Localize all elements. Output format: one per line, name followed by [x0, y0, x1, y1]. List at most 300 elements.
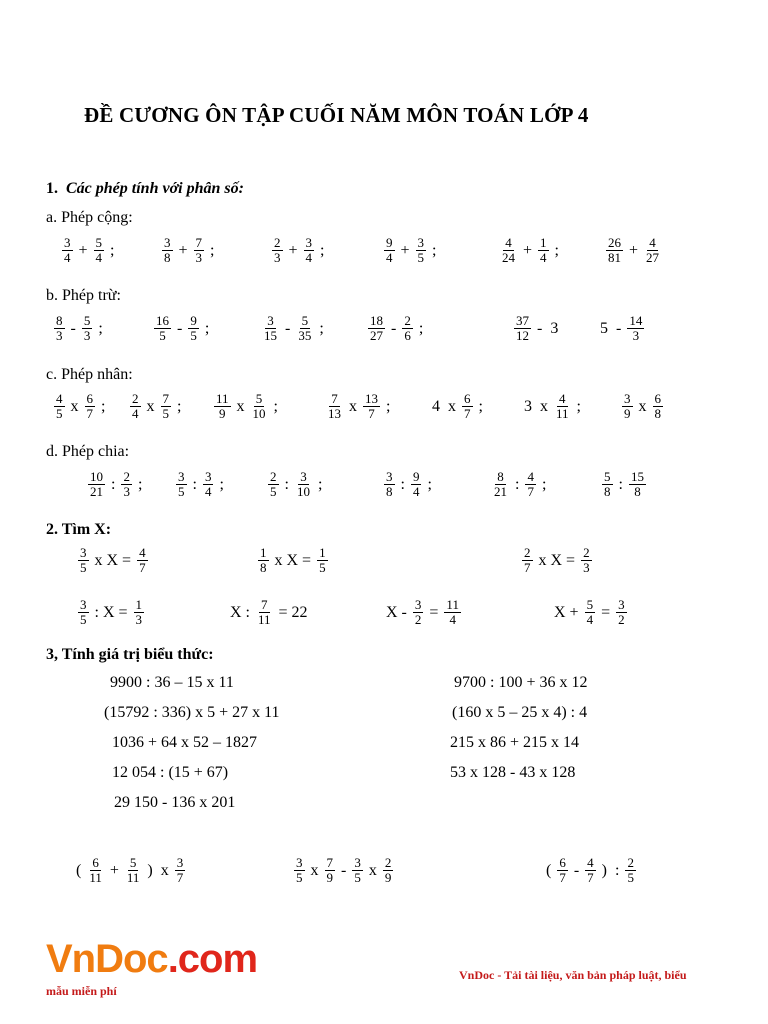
numerator: 6	[92, 855, 99, 870]
operator: +	[288, 241, 298, 259]
multiplication-expr	[428, 392, 487, 422]
denominator: 5	[56, 406, 63, 422]
denominator: 5	[354, 870, 361, 886]
denominator: 7	[559, 870, 566, 886]
operand-a-fraction	[602, 470, 613, 500]
denominator: 15	[264, 328, 277, 344]
addition-label: a. Phép cộng:	[46, 209, 133, 226]
operator: -	[537, 319, 543, 337]
denominator: 7	[139, 560, 146, 576]
operand-a-fraction	[368, 314, 385, 344]
operator: :	[400, 475, 405, 493]
find-x-expr	[382, 598, 463, 628]
subtraction-expr	[52, 314, 107, 344]
denominator: 5	[80, 560, 87, 576]
numerator: 6	[559, 855, 566, 870]
operand-b-fraction	[194, 236, 205, 266]
numerator: 2	[384, 855, 392, 870]
operand-b-fraction	[94, 236, 105, 266]
operator: x	[540, 397, 548, 415]
operator: -	[285, 319, 291, 337]
operand-a-fraction	[500, 236, 517, 266]
evaluate-expr-right: (160 x 5 – 25 x 4) : 4	[452, 704, 588, 721]
operand-b-number: 3	[550, 319, 559, 337]
denominator: 5	[178, 484, 185, 500]
subtraction-label: b. Phép trừ:	[46, 287, 121, 304]
addition-expr	[382, 236, 440, 266]
denominator: 7	[524, 560, 531, 576]
denominator: 11	[126, 870, 140, 886]
division-expr	[174, 470, 228, 500]
multiplication-expr	[128, 392, 185, 422]
numerator: 5	[301, 313, 309, 328]
operand-right-fraction	[616, 598, 627, 628]
operand-left-fraction	[78, 598, 89, 628]
paren-open: (	[546, 861, 552, 879]
operand-b-fraction	[125, 856, 142, 886]
numerator: 3	[164, 235, 171, 250]
operand-left-fraction	[413, 598, 424, 628]
numerator: 14	[629, 313, 643, 328]
denominator: 5	[80, 612, 87, 628]
evaluate-expr-right: 9700 : 100 + 36 x 12	[454, 674, 588, 691]
numerator: 3	[267, 313, 274, 328]
operand-c-fraction	[352, 856, 363, 886]
numerator: 6	[654, 391, 661, 406]
numerator: 2	[627, 855, 634, 870]
separator: ;	[432, 241, 437, 259]
separator: ;	[317, 475, 323, 493]
denominator: 4	[386, 250, 393, 266]
operand-right-fraction	[581, 546, 592, 576]
numerator: 3	[624, 391, 631, 406]
denominator: 11	[556, 406, 569, 422]
operand-a-fraction	[622, 392, 633, 422]
separator: ;	[418, 319, 424, 337]
operand-left-fraction	[78, 546, 89, 576]
numerator: 5	[129, 855, 137, 870]
numerator: 3	[354, 855, 361, 870]
denominator: 35	[298, 328, 312, 344]
numerator: 9	[190, 313, 197, 328]
numerator: 8	[56, 313, 63, 328]
numerator: 10	[90, 469, 103, 484]
separator: ;	[273, 397, 278, 415]
denominator: 7	[176, 870, 184, 886]
middle-text: x X =	[274, 551, 312, 569]
middle-text: x X =	[94, 551, 132, 569]
addition-expr	[498, 236, 563, 266]
operand-b-fraction	[644, 236, 661, 266]
operator: :	[618, 475, 623, 493]
operand-a-fraction	[54, 392, 65, 422]
numerator: 3	[417, 235, 425, 250]
denominator: 13	[328, 406, 341, 422]
operand-a-fraction	[294, 856, 305, 886]
numerator: 7	[326, 855, 333, 870]
denominator: 4	[132, 406, 139, 422]
numerator: 2	[270, 469, 277, 484]
operator: x	[236, 397, 245, 415]
paren-open: (	[76, 861, 82, 879]
numerator: 1	[260, 545, 267, 560]
numerator: 3	[386, 469, 393, 484]
operand-a-fraction	[606, 236, 623, 266]
division-expr	[600, 470, 648, 500]
operand-right-fraction	[134, 598, 145, 628]
denominator: 27	[646, 250, 660, 266]
operand-a-number: 3	[524, 397, 532, 415]
operand-a-fraction	[154, 314, 171, 344]
denominator: 4	[540, 250, 547, 266]
separator: ;	[386, 397, 391, 415]
middle-text: : X =	[94, 603, 128, 621]
numerator: 3	[618, 597, 625, 612]
denominator: 8	[386, 484, 393, 500]
denominator: 3	[195, 250, 203, 266]
operand-a-fraction	[557, 856, 568, 886]
denominator: 9	[326, 870, 333, 886]
operand-b-fraction	[296, 314, 313, 344]
middle-text: x X =	[538, 551, 576, 569]
operand-a-fraction	[214, 392, 231, 422]
operand-c-fraction	[175, 856, 186, 886]
numerator: 5	[95, 235, 103, 250]
operand-b-fraction	[627, 314, 644, 344]
multiplication-expr	[520, 392, 585, 422]
numerator: 3	[296, 855, 303, 870]
operand-left-fraction	[256, 598, 273, 628]
numerator: 16	[156, 313, 169, 328]
separator: ;	[204, 319, 210, 337]
numerator: 4	[527, 469, 534, 484]
denominator: 3	[135, 612, 143, 628]
operand-b-fraction	[538, 236, 549, 266]
operand-b-fraction	[525, 470, 536, 500]
operator: -	[177, 319, 183, 337]
denominator: 8	[654, 406, 661, 422]
separator: ;	[137, 475, 143, 493]
section2-heading: 2. Tìm X:	[46, 521, 112, 538]
numerator: 8	[497, 469, 504, 484]
numerator: 5	[83, 313, 91, 328]
section1-title: Các phép tính với phân số:	[66, 180, 244, 197]
denominator: 6	[404, 328, 411, 344]
operator: -	[391, 319, 397, 337]
numerator: 5	[586, 597, 594, 612]
operand-b-fraction	[203, 470, 214, 500]
subtraction-expr	[512, 314, 562, 344]
denominator: 12	[516, 328, 529, 344]
denominator: 4	[204, 484, 212, 500]
operand-b-fraction	[121, 470, 132, 500]
division-expr	[266, 470, 326, 500]
operator: x	[310, 861, 319, 879]
operator: x	[448, 397, 456, 415]
find-x-expr	[226, 598, 312, 628]
evaluate-expr-left: 9900 : 36 – 15 x 11	[110, 674, 234, 691]
operator: +	[178, 241, 188, 259]
denominator: 5	[270, 484, 277, 500]
paren-close: )	[147, 861, 153, 879]
evaluate-expr-right: 53 x 128 - 43 x 128	[450, 764, 576, 781]
operand-d-fraction	[383, 856, 394, 886]
operand-b-fraction	[85, 392, 96, 422]
section3-heading: 3, Tính giá trị biểu thức:	[46, 646, 214, 663]
numerator: 1	[135, 597, 143, 612]
multiplication-expr	[620, 392, 665, 422]
prefix: X +	[554, 603, 579, 621]
denominator: 4	[64, 250, 71, 266]
numerator: 2	[132, 391, 139, 406]
denominator: 11	[258, 612, 271, 628]
middle-text: =	[429, 603, 439, 621]
denominator: 7	[86, 406, 93, 422]
operator: :	[284, 475, 289, 493]
operator: :	[192, 475, 197, 493]
subtraction-expr	[260, 314, 328, 344]
separator: ;	[219, 475, 224, 493]
operator: x	[638, 397, 647, 415]
operator: +	[400, 241, 410, 259]
prefix: X -	[386, 603, 407, 621]
numerator: 15	[630, 469, 644, 484]
find-x-expr	[76, 598, 146, 628]
operand-a-fraction	[514, 314, 531, 344]
paren-close: )	[601, 861, 607, 879]
denominator: 3	[583, 560, 590, 576]
operand-b-fraction	[402, 314, 413, 344]
operand-b-fraction	[462, 392, 473, 422]
numerator: 9	[412, 469, 420, 484]
multiplication-expr	[324, 392, 394, 422]
numerator: 3	[64, 235, 71, 250]
operand-a-fraction	[88, 470, 105, 500]
multiplication-label: c. Phép nhân:	[46, 366, 133, 383]
operand-a-fraction	[272, 236, 283, 266]
operand-b-fraction	[411, 470, 422, 500]
numerator: 4	[505, 235, 512, 250]
operand-right-fraction	[137, 546, 148, 576]
operand-b-fraction	[188, 314, 199, 344]
operand-b-fraction	[363, 392, 380, 422]
denominator: 21	[90, 484, 103, 500]
operator: -	[616, 319, 622, 337]
operand-a-fraction	[262, 314, 279, 344]
denominator: 8	[634, 484, 641, 500]
denominator: 5	[296, 870, 303, 886]
denominator: 8	[260, 560, 267, 576]
operand-b-fraction	[585, 856, 596, 886]
operator: x	[70, 397, 79, 415]
denominator: 2	[414, 612, 422, 628]
numerator: 2	[404, 313, 411, 328]
numerator: 37	[516, 313, 529, 328]
operator: +	[78, 241, 88, 259]
evaluate-expr-left: (15792 : 336) x 5 + 27 x 11	[104, 704, 280, 721]
logo-com: .com	[167, 937, 258, 981]
footer-link-text[interactable]: VnDoc - Tải tài liệu, văn bản pháp luật, biểu	[459, 968, 687, 982]
operator: +	[629, 241, 639, 259]
denominator: 5	[319, 560, 326, 576]
separator: ;	[427, 475, 432, 493]
operand-b-fraction	[251, 392, 268, 422]
separator: ;	[576, 397, 581, 415]
logo-subtitle: mẫu miễn phí	[46, 984, 117, 998]
denominator: 9	[384, 870, 392, 886]
vndoc-logo	[46, 937, 257, 982]
denominator: 7	[464, 406, 471, 422]
operand-b-fraction	[325, 856, 336, 886]
prefix: X :	[230, 603, 250, 621]
operator: :	[111, 475, 116, 493]
numerator: 26	[608, 235, 621, 250]
numerator: 6	[464, 391, 471, 406]
operand-b-fraction	[304, 236, 315, 266]
operand-b-fraction	[653, 392, 664, 422]
separator: ;	[98, 319, 103, 337]
numerator: 3	[300, 469, 307, 484]
operand-a-number: 4	[432, 397, 440, 415]
numerator: 4	[139, 545, 146, 560]
separator: ;	[210, 241, 215, 259]
denominator: 4	[305, 250, 313, 266]
addition-expr	[160, 236, 218, 266]
numerator: 4	[56, 391, 63, 406]
operand-b-fraction	[82, 314, 93, 344]
separator: ;	[478, 397, 483, 415]
denominator: 5	[159, 328, 166, 344]
operand-a-fraction	[176, 470, 187, 500]
separator: ;	[319, 319, 324, 337]
denominator: 4	[95, 250, 103, 266]
denominator: 11	[89, 870, 102, 886]
denominator: 9	[624, 406, 631, 422]
operand-a-fraction	[384, 236, 395, 266]
operand-a-fraction	[87, 856, 104, 886]
denominator: 10	[296, 484, 310, 500]
numerator: 7	[331, 391, 338, 406]
operand-b-fraction	[416, 236, 427, 266]
find-x-expr	[520, 546, 594, 576]
denominator: 81	[608, 250, 621, 266]
numerator: 3	[80, 545, 87, 560]
evaluate-expr-left: 1036 + 64 x 52 – 1827	[112, 734, 258, 751]
numerator: 2	[524, 545, 531, 560]
denominator: 3	[83, 328, 91, 344]
denominator: 10	[252, 406, 266, 422]
denominator: 2	[618, 612, 625, 628]
evaluate-expr-left: 12 054 : (15 + 67)	[112, 764, 229, 781]
denominator: 4	[586, 612, 594, 628]
operator: x	[368, 861, 377, 879]
find-x-expr	[256, 546, 330, 576]
fraction-expression	[72, 856, 187, 886]
denominator: 3	[56, 328, 63, 344]
operand-a-fraction	[492, 470, 509, 500]
operand-a-fraction	[130, 392, 141, 422]
numerator: 2	[123, 469, 130, 484]
operator: -	[341, 861, 347, 879]
denominator: 3	[123, 484, 130, 500]
middle-text: = 22	[278, 603, 308, 621]
addition-expr	[60, 236, 118, 266]
denominator: 5	[162, 406, 169, 422]
denominator: 24	[502, 250, 515, 266]
numerator: 6	[86, 391, 93, 406]
numerator: 5	[255, 391, 263, 406]
subtraction-expr	[366, 314, 427, 344]
operand-a-fraction	[326, 392, 343, 422]
separator: ;	[541, 475, 547, 493]
numerator: 5	[604, 469, 611, 484]
operand-a-fraction	[162, 236, 173, 266]
operand-right-fraction	[317, 546, 328, 576]
operand-a-number: 5	[600, 319, 608, 337]
logo-vndoc: VnDoc	[46, 937, 168, 981]
division-expr	[382, 470, 436, 500]
numerator: 13	[365, 391, 378, 406]
fraction-expression	[542, 856, 638, 886]
denominator: 9	[219, 406, 226, 422]
division-label: d. Phép chia:	[46, 443, 130, 460]
numerator: 1	[540, 235, 547, 250]
separator: ;	[320, 241, 325, 259]
multiplication-expr	[52, 392, 109, 422]
operand-a-fraction	[268, 470, 279, 500]
denominator: 5	[417, 250, 425, 266]
operator: x	[146, 397, 155, 415]
operator: +	[109, 861, 119, 879]
numerator: 3	[305, 235, 313, 250]
operator: :	[515, 475, 520, 493]
operand-b-fraction	[554, 392, 571, 422]
division-expr	[86, 470, 146, 500]
operand-left-fraction	[585, 598, 596, 628]
separator: ;	[110, 241, 115, 259]
operator: x	[160, 861, 169, 879]
find-x-expr	[76, 546, 150, 576]
denominator: 7	[527, 484, 534, 500]
numerator: 4	[587, 855, 594, 870]
operand-b-fraction	[161, 392, 172, 422]
multiplication-expr	[212, 392, 282, 422]
numerator: 2	[583, 545, 590, 560]
numerator: 18	[370, 313, 383, 328]
denominator: 27	[370, 328, 383, 344]
numerator: 3	[176, 855, 184, 870]
evaluate-expr-left: 29 150 - 136 x 201	[114, 794, 236, 811]
page-title: ĐỀ CƯƠNG ÔN TẬP CUỐI NĂM MÔN TOÁN LỚP 4	[84, 103, 589, 127]
operator: :	[614, 861, 620, 879]
denominator: 8	[164, 250, 171, 266]
numerator: 4	[559, 391, 566, 406]
numerator: 7	[162, 391, 169, 406]
numerator: 2	[274, 235, 281, 250]
numerator: 9	[386, 235, 393, 250]
numerator: 4	[649, 235, 656, 250]
middle-text: =	[601, 603, 611, 621]
operand-a-fraction	[54, 314, 65, 344]
denominator: 8	[604, 484, 611, 500]
denominator: 3	[632, 328, 640, 344]
separator: ;	[177, 397, 182, 415]
denominator: 7	[587, 870, 594, 886]
numerator: 3	[204, 469, 212, 484]
operand-right-fraction	[444, 598, 461, 628]
operator: -	[70, 319, 76, 337]
subtraction-expr	[596, 314, 646, 344]
